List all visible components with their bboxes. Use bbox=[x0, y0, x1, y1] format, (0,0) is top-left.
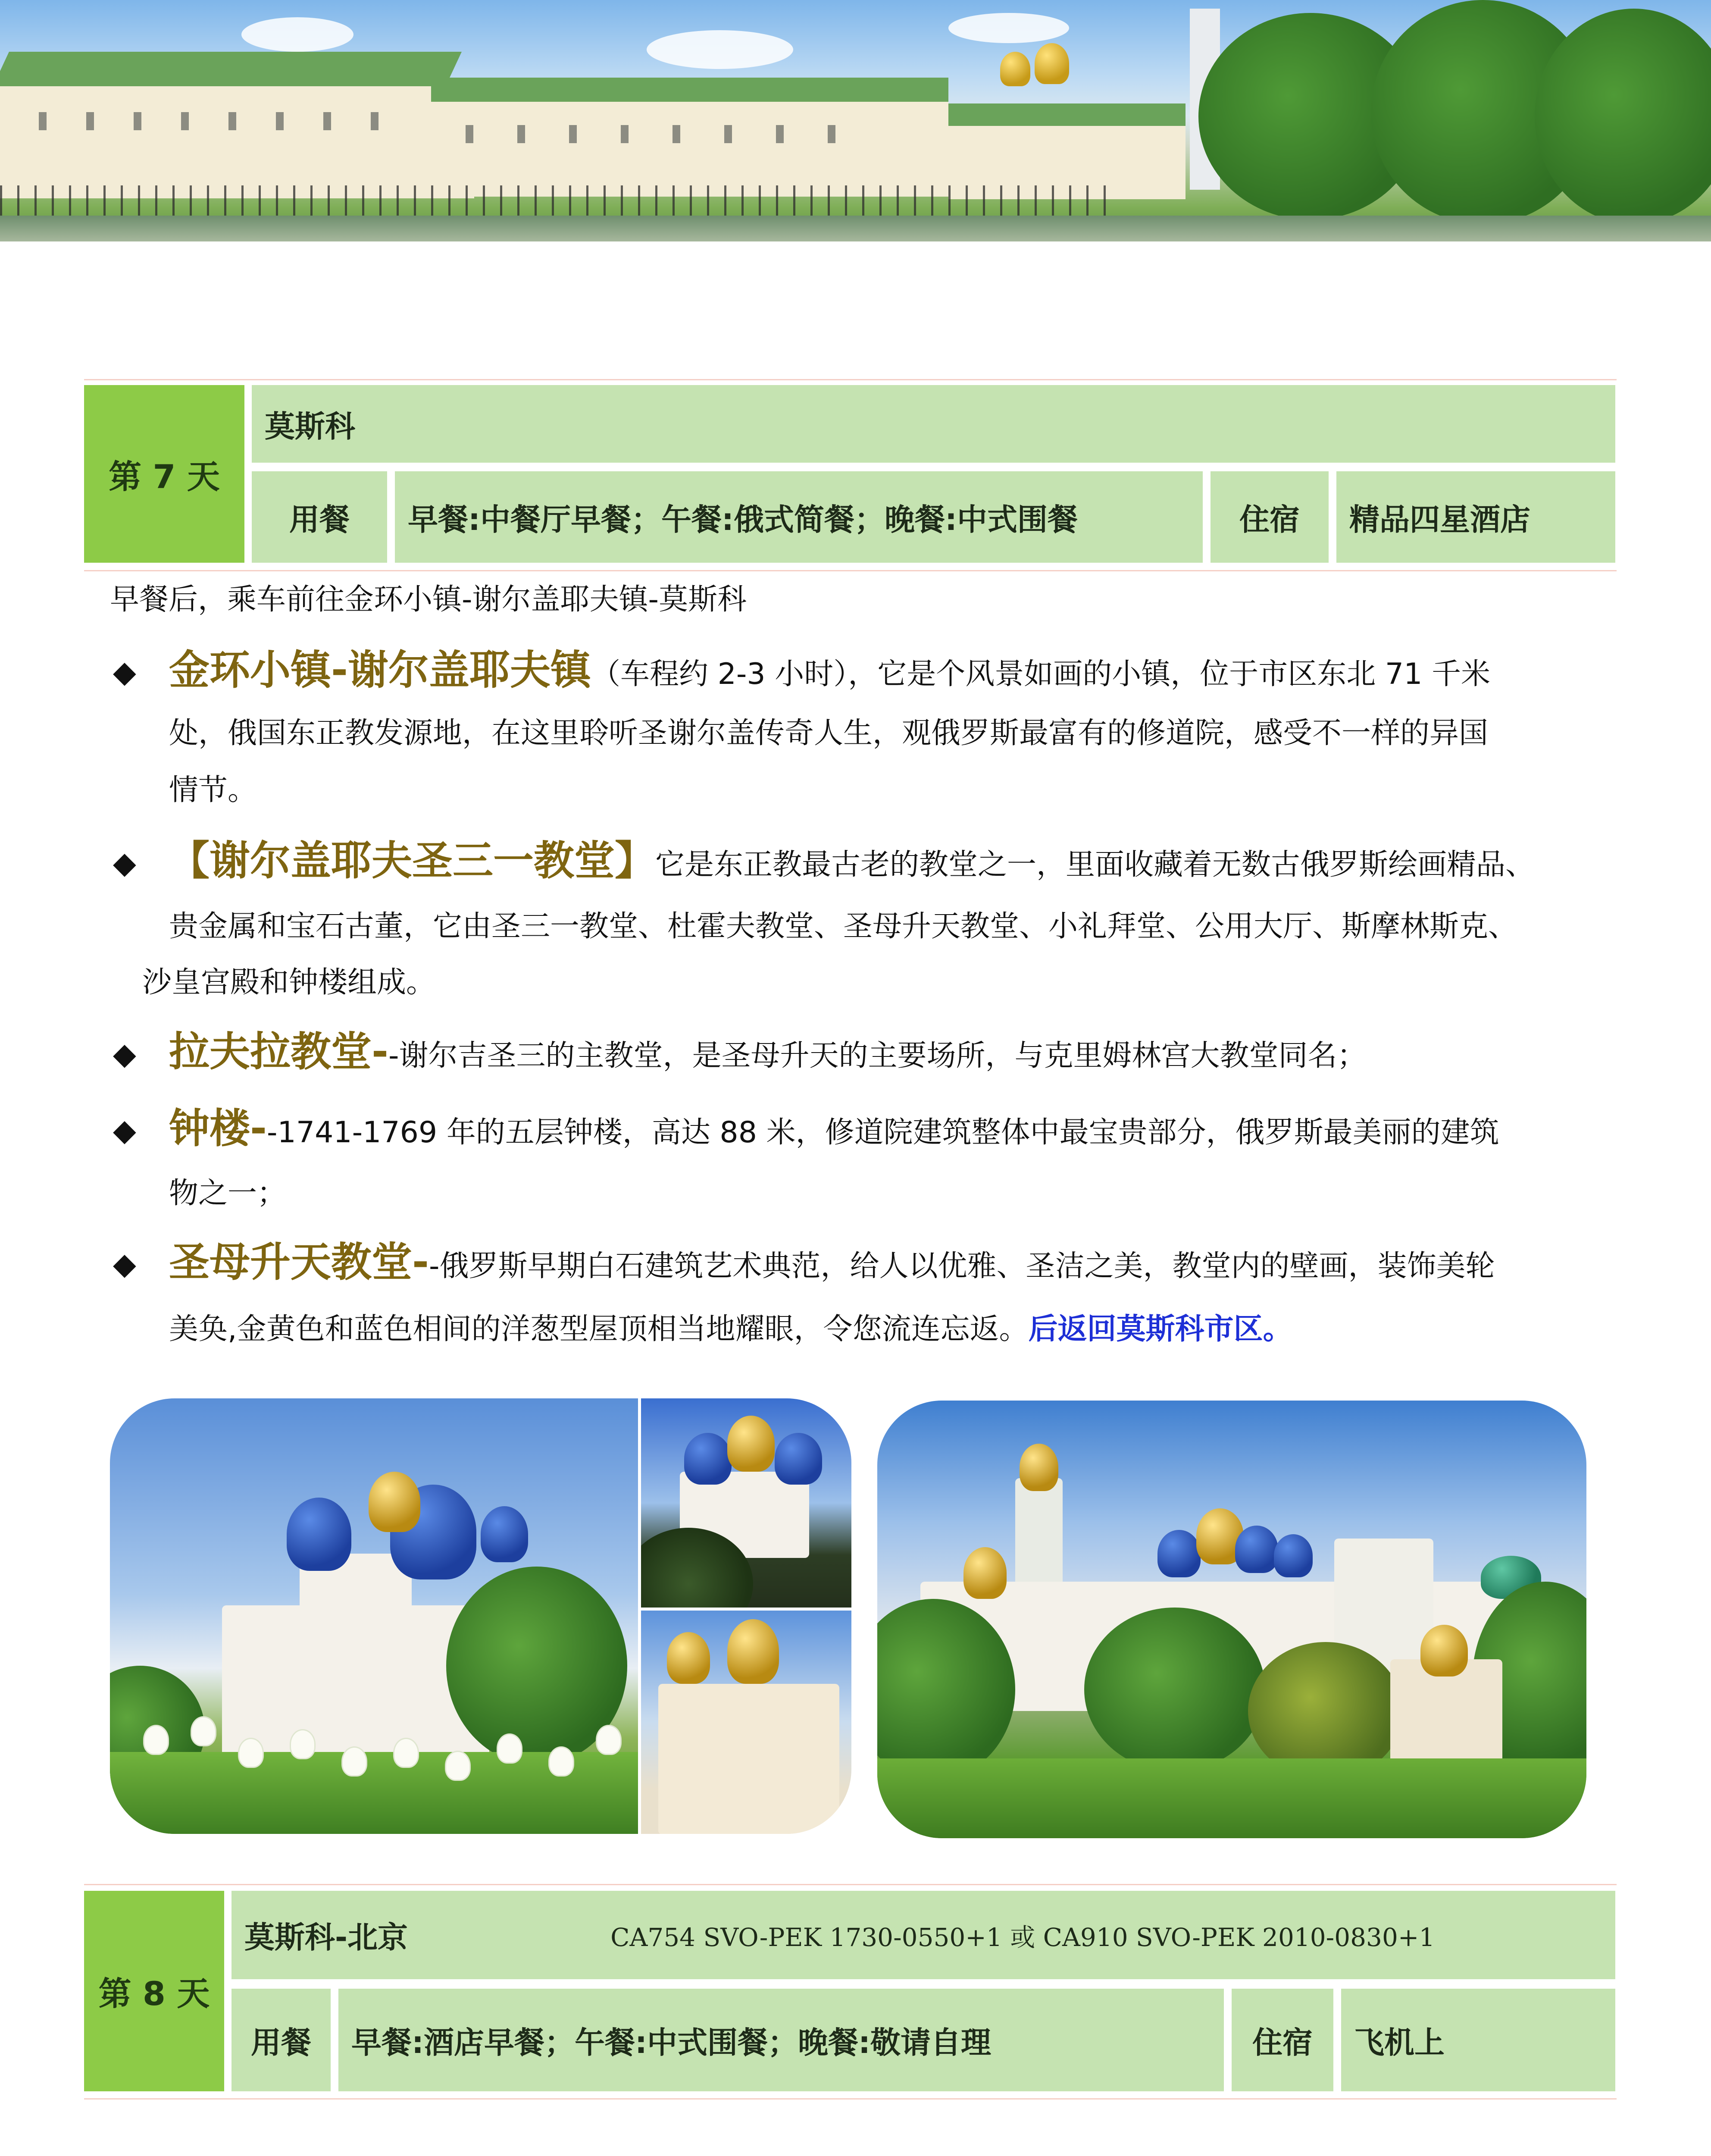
day7-stay: 精品四星酒店 bbox=[1336, 471, 1615, 563]
item-title: 拉夫拉教堂- bbox=[169, 1028, 389, 1075]
item-text: 处，俄国东正教发源地，在这里聆听圣谢尔盖传奇人生，观俄罗斯最富有的修道院，感受不一样的异国 bbox=[169, 716, 1489, 750]
item-title: 【谢尔盖耶夫圣三一教堂】 bbox=[169, 837, 656, 884]
table-bottom-rule bbox=[84, 2098, 1617, 2100]
item-title: 圣母升天教堂- bbox=[169, 1239, 429, 1286]
return-note: 后返回莫斯科市区。 bbox=[1028, 1312, 1292, 1346]
item-text: 沙皇宫殿和钟楼组成。 bbox=[142, 965, 436, 1000]
item-line bbox=[169, 1231, 1495, 1298]
item-line bbox=[169, 1097, 1499, 1164]
item-line bbox=[169, 639, 1490, 706]
day8-stay: 飞机上 bbox=[1341, 1989, 1615, 2091]
table-top-rule bbox=[84, 379, 1617, 380]
day8-flight-info: CA754 SVO-PEK 1730-0550+1 或 CA910 SVO-PEK 2010-0830+1 bbox=[610, 1922, 1435, 1952]
monastery-photo bbox=[877, 1401, 1586, 1838]
day8-label: 第 8 天 bbox=[84, 1891, 224, 2091]
table-top-rule bbox=[84, 1884, 1617, 1885]
item-line bbox=[169, 1298, 1292, 1361]
item-line bbox=[169, 1021, 1367, 1087]
day8-route: 莫斯科-北京 bbox=[244, 1920, 408, 1955]
day7-meals: 早餐:中餐厅早餐；午餐:俄式简餐；晚餐:中式围餐 bbox=[395, 471, 1203, 563]
item-text: 情节。 bbox=[169, 773, 257, 807]
day7-meal-label: 用餐 bbox=[252, 471, 387, 563]
intro-text: 早餐后，乘车前往金环小镇-谢尔盖耶夫镇-莫斯科 bbox=[110, 583, 747, 617]
item-text: -谢尔吉圣三的主教堂，是圣母升天的主要场所，与克里姆林宫大教堂同名； bbox=[388, 1039, 1367, 1073]
bullet-diamond-icon: ◆ bbox=[113, 1112, 136, 1148]
bullet-diamond-icon: ◆ bbox=[113, 1036, 136, 1072]
bullet-diamond-icon: ◆ bbox=[113, 845, 136, 881]
item-text: -1741-1769 年的五层钟楼，高达 88 米，修道院建筑整体中最宝贵部分，俄罗斯最美丽的建筑 bbox=[267, 1116, 1499, 1150]
day7-label: 第 7 天 bbox=[84, 385, 244, 563]
bullet-diamond-icon: ◆ bbox=[113, 1246, 136, 1282]
bullet-diamond-icon: ◆ bbox=[113, 654, 136, 689]
day8-meals: 早餐:酒店早餐；午餐:中式围餐；晚餐:敬请自理 bbox=[338, 1989, 1224, 2091]
day7-stay-label: 住宿 bbox=[1211, 471, 1329, 563]
header-banner-image bbox=[0, 0, 1711, 241]
church-photo-collage bbox=[110, 1398, 851, 1834]
day8-meal-label: 用餐 bbox=[231, 1989, 331, 2091]
item-title: 金环小镇-谢尔盖耶夫镇 bbox=[169, 647, 591, 694]
day7-route: 莫斯科 bbox=[252, 385, 1615, 463]
item-text: （车程约 2-3 小时），它是个风景如画的小镇，位于市区东北 71 千米 bbox=[591, 657, 1491, 691]
item-text: 美奂,金黄色和蓝色相间的洋葱型屋顶相当地耀眼，令您流连忘返。 bbox=[169, 1312, 1029, 1346]
day8-route-row bbox=[231, 1891, 1615, 1979]
item-text: 物之一； bbox=[169, 1176, 287, 1210]
item-text: -俄罗斯早期白石建筑艺术典范，给人以优雅、圣洁之美，教堂内的壁画，装饰美轮 bbox=[429, 1249, 1495, 1283]
day8-stay-label: 住宿 bbox=[1232, 1989, 1333, 2091]
item-text: 它是东正教最古老的教堂之一，里面收藏着无数古俄罗斯绘画精品、 bbox=[655, 848, 1535, 882]
item-text: 贵金属和宝石古董，它由圣三一教堂、杜霍夫教堂、圣母升天教堂、小礼拜堂、公用大厅、斯摩林斯克、 bbox=[169, 909, 1518, 943]
item-line bbox=[169, 830, 1535, 896]
item-title: 钟楼- bbox=[169, 1105, 267, 1152]
